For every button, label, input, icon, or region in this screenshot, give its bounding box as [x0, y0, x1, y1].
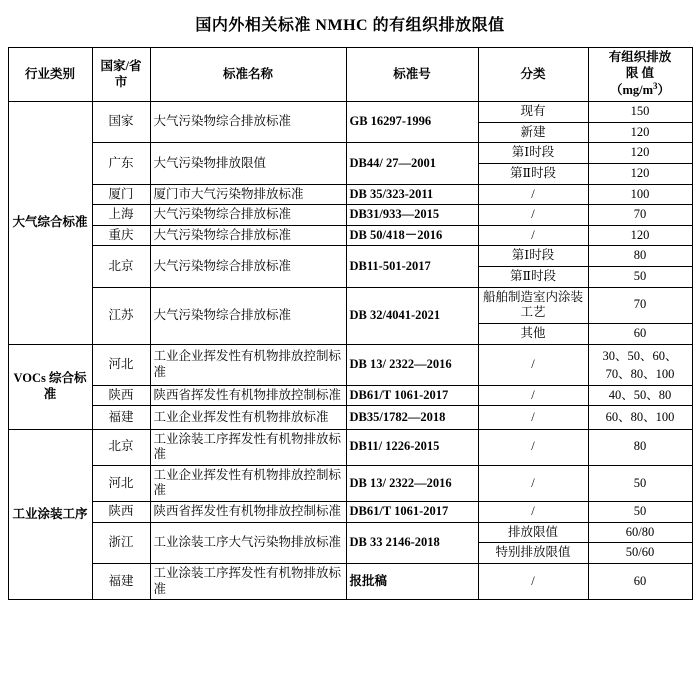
cell-emission-limit: 60/80	[588, 522, 692, 543]
table-row	[8, 465, 692, 501]
cell-region: 浙江	[92, 522, 150, 563]
cell-category: 第Ⅰ时段	[478, 246, 588, 267]
cell-category: 第Ⅰ时段	[478, 143, 588, 164]
cell-category: /	[478, 184, 588, 205]
cell-region: 河北	[92, 465, 150, 501]
cell-emission-limit: 80	[588, 246, 692, 267]
table-header-row	[8, 48, 692, 102]
table-body	[8, 102, 692, 600]
cell-region: 上海	[92, 205, 150, 226]
cell-region: 厦门	[92, 184, 150, 205]
cell-emission-limit: 30、50、60、70、80、100	[588, 344, 692, 385]
column-header-standard-code: 标准号	[346, 48, 478, 102]
cell-region: 陕西	[92, 385, 150, 406]
table-row	[8, 344, 692, 385]
table-row	[8, 225, 692, 246]
cell-emission-limit: 60	[588, 323, 692, 344]
cell-category: 第Ⅱ时段	[478, 163, 588, 184]
cell-standard-code: GB 16297-1996	[346, 102, 478, 143]
cell-standard-code: DB 32/4041-2021	[346, 287, 478, 344]
cell-standard-code: DB31/933—2015	[346, 205, 478, 226]
cell-industry: 大气综合标准	[8, 102, 92, 345]
cell-category: /	[478, 502, 588, 523]
cell-category: /	[478, 385, 588, 406]
cell-standard-code: DB61/T 1061-2017	[346, 385, 478, 406]
table-row	[8, 429, 692, 465]
cell-industry: VOCs 综合标准	[8, 344, 92, 429]
page-title: 国内外相关标准 NMHC 的有组织排放限值	[195, 17, 505, 34]
cell-emission-limit: 40、50、80	[588, 385, 692, 406]
cell-emission-limit: 50	[588, 465, 692, 501]
cell-region: 北京	[92, 246, 150, 287]
cell-standard-name: 工业涂装工序挥发性有机物排放标准	[150, 429, 346, 465]
column-header-category: 分类	[478, 48, 588, 102]
table-row	[8, 102, 692, 123]
column-header-region: 国家/省 市	[92, 48, 150, 102]
cell-emission-limit: 120	[588, 163, 692, 184]
cell-emission-limit: 50/60	[588, 543, 692, 564]
cell-region: 国家	[92, 102, 150, 143]
cell-category: /	[478, 429, 588, 465]
cell-category: 其他	[478, 323, 588, 344]
cell-standard-name: 陕西省挥发性有机物排放控制标准	[150, 502, 346, 523]
cell-emission-limit: 50	[588, 502, 692, 523]
cell-standard-code: DB 33 2146-2018	[346, 522, 478, 563]
cell-region: 福建	[92, 406, 150, 429]
cell-standard-code: DB61/T 1061-2017	[346, 502, 478, 523]
table-row	[8, 563, 692, 599]
cell-region: 江苏	[92, 287, 150, 344]
cell-standard-name: 工业企业挥发性有机物排放控制标准	[150, 465, 346, 501]
cell-standard-name: 陕西省挥发性有机物排放控制标准	[150, 385, 346, 406]
cell-category: /	[478, 406, 588, 429]
cell-emission-limit: 70	[588, 287, 692, 323]
cell-standard-name: 大气污染物综合排放标准	[150, 225, 346, 246]
table-row	[8, 502, 692, 523]
cell-emission-limit: 120	[588, 122, 692, 143]
cell-standard-name: 大气污染物综合排放标准	[150, 102, 346, 143]
table-row	[8, 246, 692, 267]
cell-emission-limit: 50	[588, 267, 692, 288]
table-row	[8, 406, 692, 429]
cell-category: 特别排放限值	[478, 543, 588, 564]
table-row	[8, 143, 692, 164]
table-header	[8, 48, 692, 102]
cell-region: 广东	[92, 143, 150, 184]
cell-emission-limit: 60、80、100	[588, 406, 692, 429]
cell-standard-code: DB 50/418－2016	[346, 225, 478, 246]
cell-category: /	[478, 563, 588, 599]
cell-category: 现有	[478, 102, 588, 123]
cell-category: /	[478, 205, 588, 226]
cell-industry: 工业涂装工序	[8, 429, 92, 600]
cell-category: 排放限值	[478, 522, 588, 543]
cell-region: 北京	[92, 429, 150, 465]
table-row	[8, 205, 692, 226]
cell-emission-limit: 100	[588, 184, 692, 205]
table-row	[8, 522, 692, 543]
table-row	[8, 385, 692, 406]
cell-category: 新建	[478, 122, 588, 143]
table-row	[8, 184, 692, 205]
cell-emission-limit: 120	[588, 143, 692, 164]
cell-standard-name: 大气污染物综合排放标准	[150, 287, 346, 344]
emission-limits-table	[8, 47, 693, 600]
cell-category: /	[478, 465, 588, 501]
cell-emission-limit: 120	[588, 225, 692, 246]
cell-standard-name: 大气污染物综合排放标准	[150, 205, 346, 226]
column-header-industry: 行业类别	[8, 48, 92, 102]
cell-category: 第Ⅱ时段	[478, 267, 588, 288]
cell-standard-code: DB11-501-2017	[346, 246, 478, 287]
cell-standard-name: 工业涂装工序挥发性有机物排放标准	[150, 563, 346, 599]
cell-region: 陕西	[92, 502, 150, 523]
cell-category: /	[478, 225, 588, 246]
cell-region: 重庆	[92, 225, 150, 246]
cell-standard-name: 大气污染物综合排放标准	[150, 246, 346, 287]
cell-category: 船舶制造室内涂装工艺	[478, 287, 588, 323]
cell-category: /	[478, 344, 588, 385]
cell-standard-name: 工业企业挥发性有机物排放标准	[150, 406, 346, 429]
cell-emission-limit: 60	[588, 563, 692, 599]
column-header-standard-name: 标准名称	[150, 48, 346, 102]
cell-standard-code: 报批稿	[346, 563, 478, 599]
table-row	[8, 287, 692, 323]
cell-standard-code: DB35/1782—2018	[346, 406, 478, 429]
cell-region: 河北	[92, 344, 150, 385]
cell-standard-code: DB11/ 1226-2015	[346, 429, 478, 465]
column-header-limit: 有组织排放 限 值 $(mg/m^3)$	[588, 48, 692, 102]
cell-standard-code: DB 13/ 2322—2016	[346, 465, 478, 501]
cell-standard-name: 工业企业挥发性有机物排放控制标准	[150, 344, 346, 385]
cell-standard-name: 大气污染物排放限值	[150, 143, 346, 184]
cell-emission-limit: 80	[588, 429, 692, 465]
cell-region: 福建	[92, 563, 150, 599]
cell-standard-code: DB 13/ 2322—2016	[346, 344, 478, 385]
cell-standard-code: DB 35/323-2011	[346, 184, 478, 205]
cell-standard-name: 工业涂装工序大气污染物排放标准	[150, 522, 346, 563]
cell-emission-limit: 70	[588, 205, 692, 226]
cell-emission-limit: 150	[588, 102, 692, 123]
cell-standard-name: 厦门市大气污染物排放标准	[150, 184, 346, 205]
cell-standard-code: DB44/ 27—2001	[346, 143, 478, 184]
